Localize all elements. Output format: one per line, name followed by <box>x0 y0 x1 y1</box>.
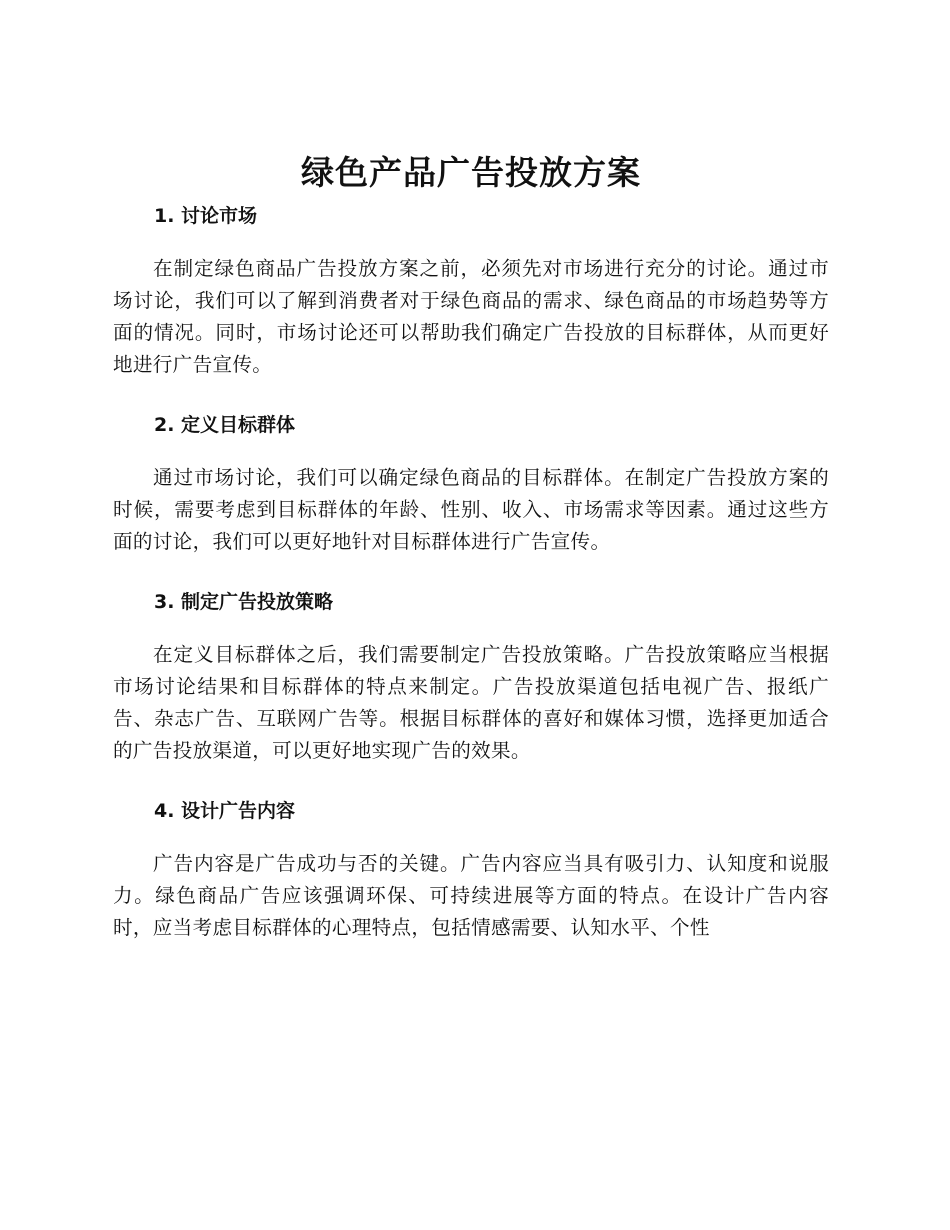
document-title: 绿色产品广告投放方案 <box>301 153 641 192</box>
section-heading: 1. 讨论市场 <box>154 205 258 227</box>
section-ad-strategy <box>113 587 829 767</box>
section-paragraph: 在制定绿色商品广告投放方案之前，必须先对市场进行充分的讨论。通过市场讨论，我们可以了解到消费者对于绿色商品的需求、绿色商品的市场趋势等方面的情况。同时，市场讨论还可以帮助我们确定广告投放的目标群体，从而更好地进行广告宣传。 <box>113 257 829 376</box>
section-paragraph: 广告内容是广告成功与否的关键。广告内容应当具有吸引力、认知度和说服力。绿色商品广告应该强调环保、可持续进展等方面的特点。在设计广告内容时，应当考虑目标群体的心理特点，包括情感需要、认知水平、个性 <box>113 852 829 939</box>
document-page <box>113 148 829 944</box>
section-paragraph: 在定义目标群体之后，我们需要制定广告投放策略。广告投放策略应当根据市场讨论结果和目标群体的特点来制定。广告投放渠道包括电视广告、报纸广告、杂志广告、互联网广告等。根据目标群体的喜好和媒体习惯，选择更加适合的广告投放渠道，可以更好地实现广告的效果。 <box>113 643 829 762</box>
section-target-group <box>113 410 829 558</box>
section-paragraph: 通过市场讨论，我们可以确定绿色商品的目标群体。在制定广告投放方案的时候，需要考虑到目标群体的年龄、性别、收入、市场需求等因素。通过这些方面的讨论，我们可以更好地针对目标群体进行广告宣传。 <box>113 466 829 553</box>
section-heading: 2. 定义目标群体 <box>154 414 296 436</box>
section-heading: 3. 制定广告投放策略 <box>154 591 334 613</box>
section-heading: 4. 设计广告内容 <box>154 800 296 822</box>
section-market-discussion <box>113 201 829 381</box>
section-ad-content <box>113 796 829 944</box>
